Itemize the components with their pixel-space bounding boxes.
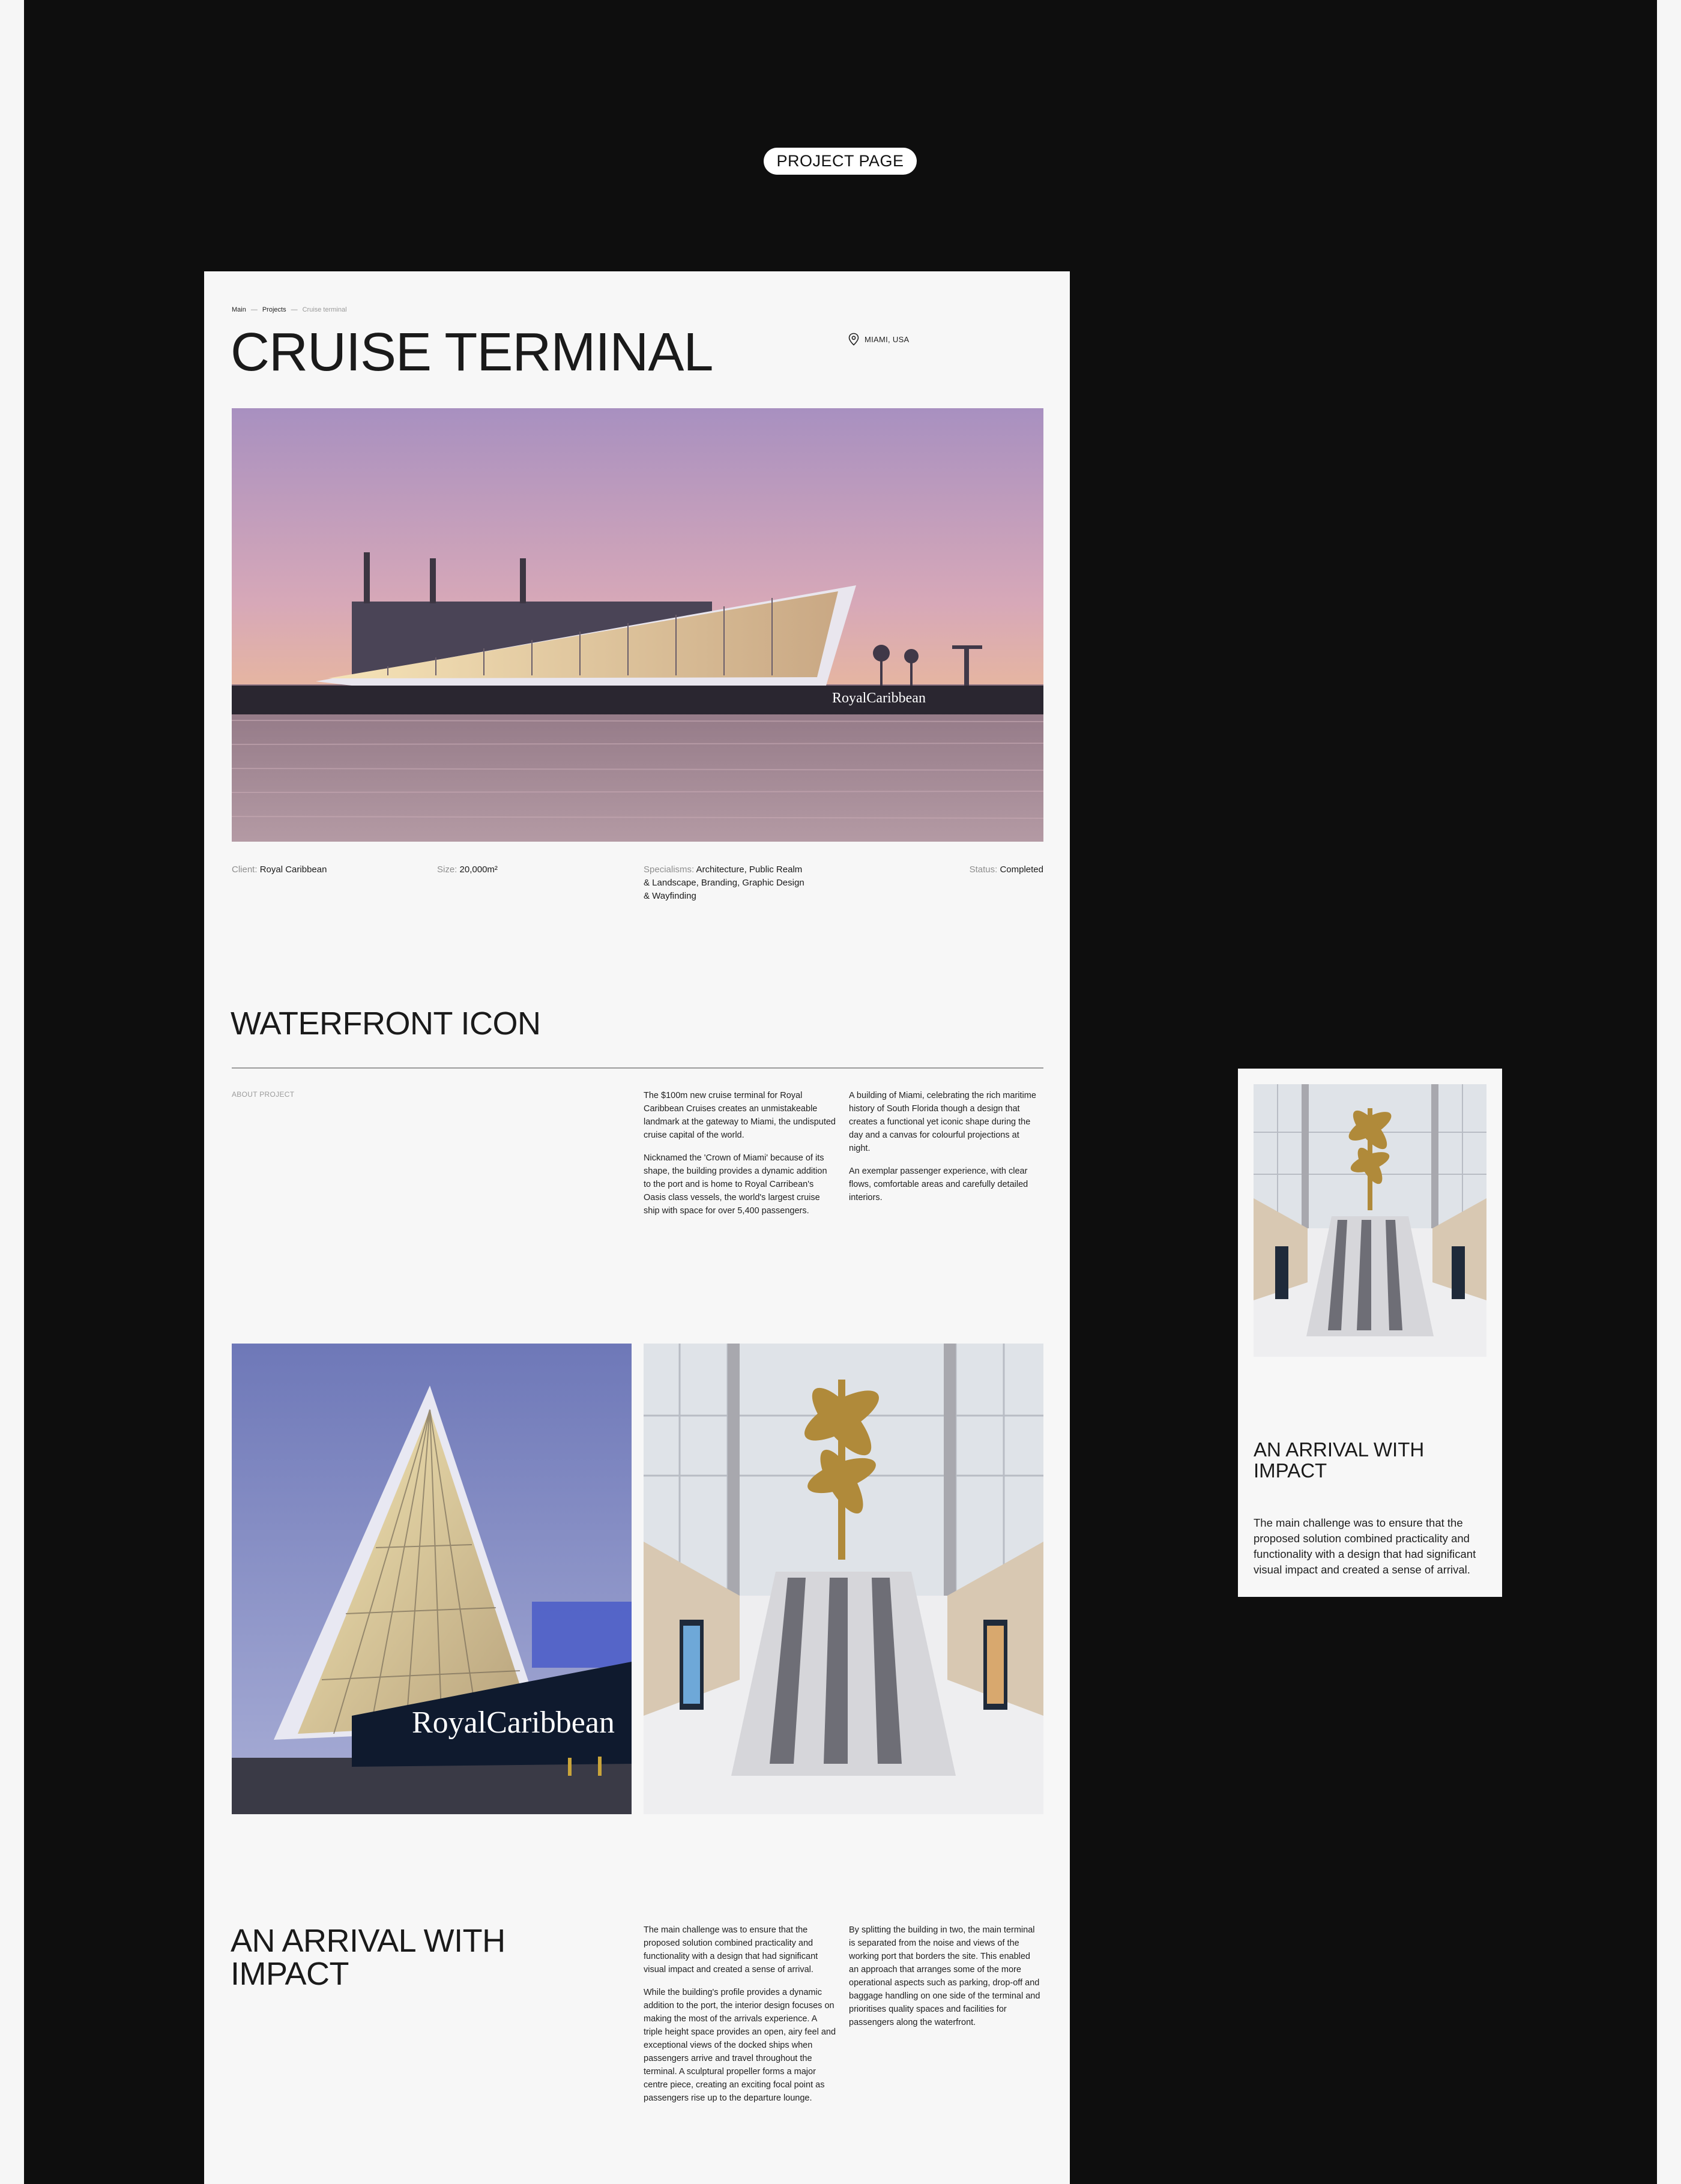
meta-client <box>232 863 327 876</box>
meta-status <box>970 863 1043 876</box>
arrival-heading-line1: AN ARRIVAL WITH <box>231 1923 506 1959</box>
meta-size <box>437 863 498 876</box>
card-interior-image <box>1254 1084 1486 1357</box>
about-column-1 <box>644 1089 836 1217</box>
project-location <box>848 333 910 346</box>
about-label: ABOUT PROJECT <box>232 1090 295 1099</box>
map-pin-icon <box>848 333 860 346</box>
meta-specialisms <box>644 863 842 903</box>
card-heading-line2: IMPACT <box>1254 1459 1327 1482</box>
meta-specialisms-value-line2: & Landscape, Branding, Graphic Design <box>644 878 804 888</box>
arrival-heading <box>231 1925 506 1991</box>
about-col2-p2: An exemplar passenger experience, with clear flows, comfortable areas and carefully detailed interiors. <box>849 1166 1028 1202</box>
mobile-preview-card <box>1238 1069 1502 1597</box>
about-heading: WATERFRONT ICON <box>231 1006 541 1042</box>
meta-specialisms-label: Specialisms: <box>644 864 695 875</box>
meta-client-label: Client: <box>232 864 258 875</box>
section-divider <box>232 1067 1043 1069</box>
meta-status-value: Completed <box>1000 864 1043 875</box>
breadcrumb <box>232 306 347 313</box>
card-heading <box>1254 1440 1424 1481</box>
arrival-col1-p1: The main challenge was to ensure that the proposed solution combined practicality and functionality with a design that had significant visual impact and created a sense of arrival. <box>644 1925 818 1974</box>
meta-specialisms-value: Architecture, Public Realm <box>696 864 803 875</box>
project-page <box>204 271 1070 2184</box>
hero-image <box>232 408 1043 842</box>
breadcrumb-current: Cruise terminal <box>302 306 347 313</box>
arrival-heading-line2: IMPACT <box>231 1956 349 1992</box>
project-page-badge: PROJECT PAGE <box>764 148 917 175</box>
meta-status-label: Status: <box>969 864 998 875</box>
breadcrumb-separator: — <box>250 306 258 313</box>
breadcrumb-projects[interactable]: Projects <box>262 306 286 313</box>
breadcrumb-main[interactable]: Main <box>232 306 246 313</box>
breadcrumb-separator: — <box>291 306 298 313</box>
card-text: The main challenge was to ensure that the proposed solution combined practicality and functionality with a design that had significant visual impact and created a sense of arrival. <box>1254 1516 1476 1576</box>
facade-sign-text: RoyalCaribbean <box>412 1706 615 1740</box>
meta-client-value: Royal Caribbean <box>259 864 327 875</box>
card-heading-line1: AN ARRIVAL WITH <box>1254 1438 1425 1461</box>
arrival-column-2 <box>849 1923 1041 2029</box>
meta-size-value: 20,000m² <box>459 864 498 875</box>
meta-specialisms-value-line3: & Wayfinding <box>644 891 696 901</box>
interior-image <box>644 1344 1043 1814</box>
page-title: CRUISE TERMINAL <box>231 322 713 382</box>
dark-stage <box>24 0 1657 2184</box>
about-col1-p2: Nicknamed the 'Crown of Miami' because of its shape, the building provides a dynamic addition to the port and is home to Royal Carribean's Oasis class vessels, the world's largest cruise ship with space for over 5,400 passengers. <box>644 1153 827 1216</box>
meta-size-label: Size: <box>437 864 457 875</box>
facade-image <box>232 1344 632 1814</box>
about-col1-p1: The $100m new cruise terminal for Royal Caribbean Cruises creates an unmistakeable landmark at the gateway to Miami, the undisputed cruise capital of the world. <box>644 1091 836 1140</box>
hero-sign-text: RoyalCaribbean <box>832 690 926 706</box>
arrival-col1-p2: While the building's profile provides a dynamic addition to the port, the interior design focuses on making the most of the arrivals experience. A triple height space provides an open, airy feel and exceptional views of the docked ships when passengers arrive and travel throughout the terminal. A sculptural propeller forms a major centre piece, creating an exciting focal point as passengers rise up to the departure lounge. <box>644 1988 836 2103</box>
about-column-2 <box>849 1089 1041 1204</box>
arrival-col2-p1: By splitting the building in two, the main terminal is separated from the noise and views of the working port that borders the site. This enabled an approach that arranges some of the more operational aspects such as parking, drop-off and baggage handling on one side of the terminal and prioritises quality spaces and facilities for passengers along the waterfront. <box>849 1925 1040 2027</box>
arrival-column-1 <box>644 1923 836 2105</box>
location-label: MIAMI, USA <box>865 334 910 344</box>
about-col2-p1: A building of Miami, celebrating the rich maritime history of South Florida though a design that creates a functional yet iconic shape during the day and a canvas for colourful projections at night. <box>849 1091 1036 1153</box>
